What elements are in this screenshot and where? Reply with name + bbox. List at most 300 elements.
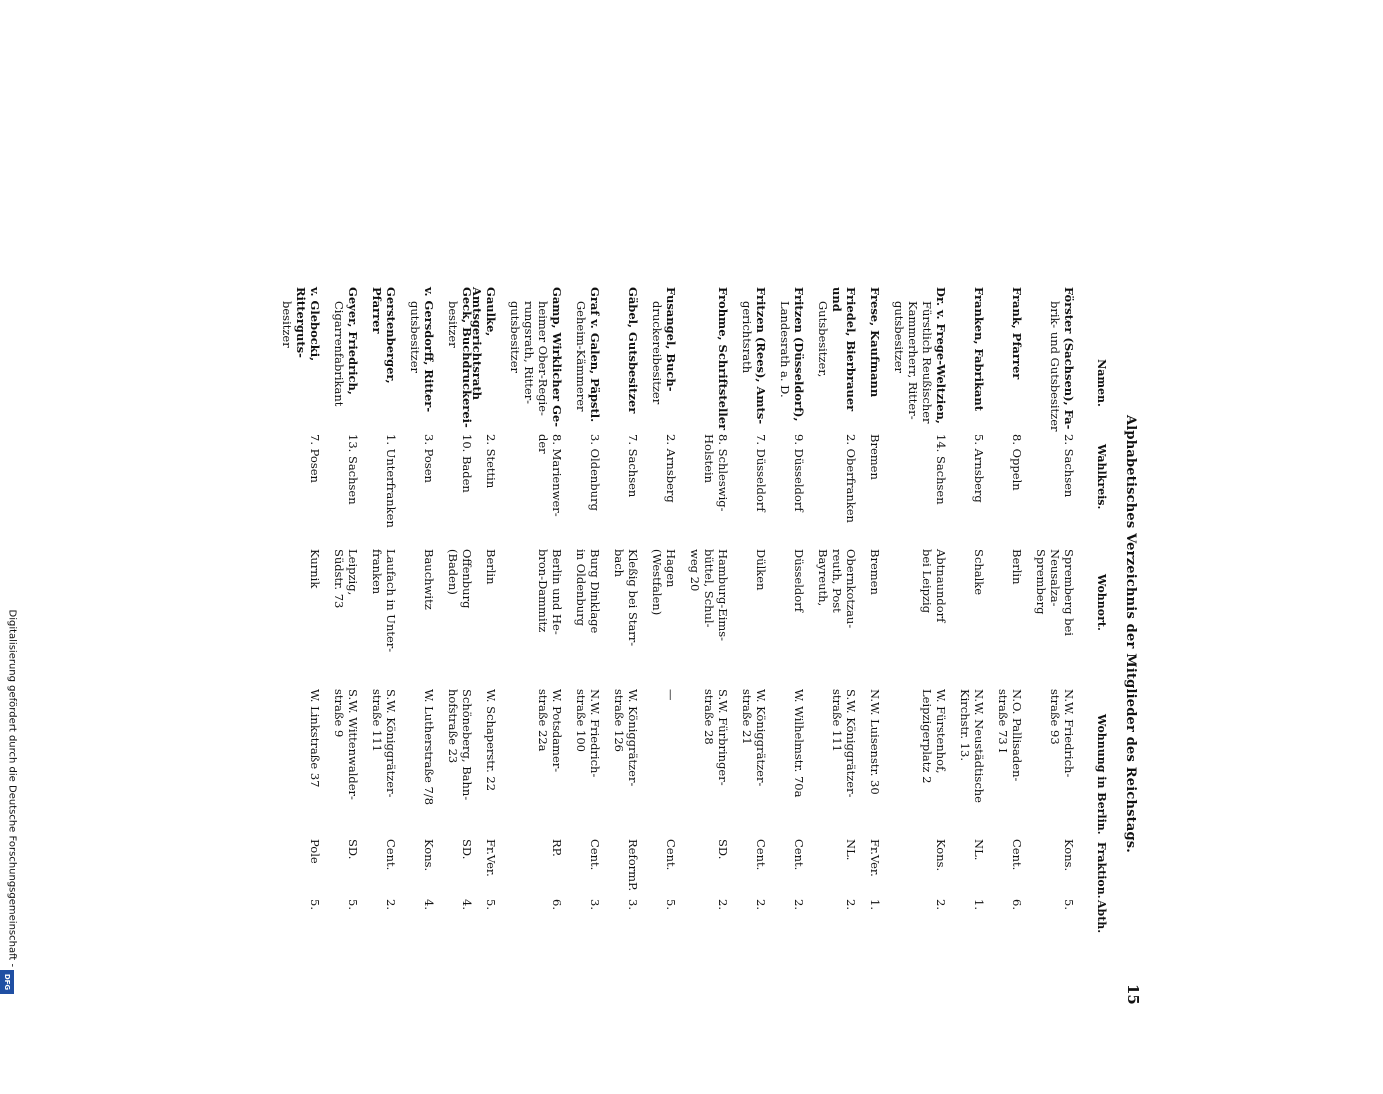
fraktion-line: NL. [972,839,986,861]
member-name-line: Gerstenberger, Pfarrer [370,287,398,384]
abteilung-line: 3. [626,899,640,910]
wahlkreis-line: 9. Düsseldorf [792,434,806,512]
member-name-cell [1010,287,1024,432]
abteilung-line: 2. [844,899,858,910]
wahlkreis-cell [844,434,858,544]
abteilung-cell [346,899,360,929]
member-name-line: Frese, Kaufmann [868,287,882,398]
table-row [958,287,986,1094]
wohnort-line: weg 20 [688,549,702,592]
member-name-line: Graf v. Galen, Päpstl. [588,287,602,423]
member-name-line: v. Glebocki, Ritterguts- [294,287,322,362]
fraktion-cell [716,839,730,899]
berlin-address-cell [664,689,678,834]
wahlkreis-line: 2. Sachsen [1062,434,1076,498]
wahlkreis-line: 2. Stettin [484,434,498,489]
berlin-address-cell [702,689,730,834]
wahlkreis-line: 8. Oppeln [1010,434,1024,491]
abteilung-cell [1062,899,1076,929]
member-name-line: besitzer [446,301,460,348]
berlin-address-line: W. Schaperstr. 22 [484,689,498,792]
fraktion-line: Kons. [1062,839,1076,872]
berlin-address-line: W. Potsdamer- [550,689,564,773]
wohnort-cell [688,549,730,684]
fraktion-line: NL. [844,839,858,861]
member-name-line: Gamp, Wirklicher Ge- [550,287,564,427]
table-row [816,287,858,1094]
member-name-line: gerichtsrath [740,301,754,374]
member-name-line: Geyer, Friedrich, [346,287,360,395]
member-name-line: Friedel, Bierbrauer und [830,287,858,412]
member-name-cell [868,287,882,432]
abteilung-cell [460,899,474,929]
wohnort-line: Dülken [754,549,768,591]
fraktion-cell [844,839,858,899]
wohnort-line: Leipzig, [346,549,360,596]
fraktion-line: Cent. [754,839,768,871]
table-row [470,287,498,1094]
wohnort-cell [792,549,806,684]
wahlkreis-line: 7. Düsseldorf [754,434,768,512]
abteilung-cell [664,899,678,929]
wahlkreis-cell [1062,434,1076,544]
fraktion-line: Fr.Ver. [868,839,882,877]
wohnort-cell [868,549,882,684]
member-name-cell [408,287,436,432]
table-row [868,287,882,1094]
dfg-logo [0,970,14,994]
wohnort-line: bei Leipzig [920,549,934,614]
abteilung-cell [934,899,948,929]
wahlkreis-line: 5. Arnsberg [972,434,986,503]
fraktion-cell [1062,839,1076,899]
abteilung-line: 5. [1062,899,1076,910]
member-name-cell [972,287,986,432]
member-name-line: Landesrath a. D. [778,301,792,398]
table-row [688,287,730,1094]
table-row [1034,287,1076,1094]
fraktion-cell [664,839,678,899]
header-name: Namen. [1095,359,1108,407]
abteilung-cell [868,899,882,929]
table-row [408,287,436,1094]
wohnort-line: Neusalza- [1048,549,1062,607]
berlin-address-cell [308,689,322,834]
member-name-line: gutsbesitzer [508,301,522,374]
table-row [650,287,678,1094]
berlin-address-cell [996,689,1024,834]
header-abt: Abth. [1095,900,1108,934]
fraktion-line: Cent. [664,839,678,871]
wahlkreis-cell [754,434,768,544]
abteilung-cell [588,899,602,929]
berlin-address-line: — [664,689,678,701]
fraktion-cell [792,839,806,899]
wohnort-line: Laufach in Unter- [384,549,398,653]
wahlkreis-cell [1010,434,1024,544]
abteilung-line: 2. [754,899,768,910]
fraktion-line: Cent. [588,839,602,871]
abteilung-line: 4. [422,899,436,910]
table-row [612,287,640,1094]
wohnort-line: bach [612,549,626,578]
wohnort-line: Obernkotzau- [844,549,858,629]
fraktion-line: ReformP. [626,839,640,892]
wahlkreis-cell [536,434,564,544]
abteilung-cell [308,899,322,929]
abteilung-line: 6. [550,899,564,910]
fraktion-cell [308,839,322,899]
berlin-address-line: W. Lutherstraße 7/8 [422,689,436,806]
wahlkreis-line: Bremen [868,434,882,480]
berlin-address-cell [574,689,602,834]
fraktion-cell [972,839,986,899]
abteilung-line: 5. [308,899,322,910]
wahlkreis-cell [934,434,948,544]
abteilung-cell [1010,899,1024,929]
member-name-line: gutsbesitzer [892,301,906,374]
wohnort-line: Berlin [1010,549,1024,585]
abteilung-line: 2. [792,899,806,910]
berlin-address-line: S.W. Königgrätzer- [384,689,398,798]
berlin-address-cell [536,689,564,834]
wohnort-cell [920,549,948,684]
member-name-cell [740,287,768,432]
wohnort-line: Berlin und He- [550,549,564,635]
table-row [892,287,948,1094]
wahlkreis-cell [308,434,322,544]
berlin-address-line: W. Königgrätzer- [754,689,768,787]
fraktion-cell [1010,839,1024,899]
table-row [370,287,398,1094]
berlin-address-line: N.O. Pallisaden- [1010,689,1024,782]
wohnort-line: Kurnik [308,549,322,589]
berlin-address-line: straße 93 [1048,689,1062,745]
wahlkreis-line: 1. Unterfranken [384,434,398,528]
member-name-line: Kammerherr, Ritter- [906,301,920,420]
wahlkreis-cell [792,434,806,544]
fraktion-line: Cent. [384,839,398,871]
berlin-address-line: straße 126 [612,689,626,752]
berlin-address-cell [830,689,858,834]
wahlkreis-cell [460,434,474,544]
berlin-address-cell [868,689,882,834]
berlin-address-line: Schöneberg, Bahn- [460,689,474,801]
member-name-cell [470,287,498,432]
member-name-line: Gaulke, Amtsgerichtsrath [470,287,498,400]
wohnort-cell [370,549,398,684]
berlin-address-line: straße 22a [536,689,550,752]
wohnort-line: Spremberg [1034,549,1048,615]
berlin-address-line: straße 111 [830,689,844,752]
wahlkreis-cell [484,434,498,544]
wahlkreis-cell [422,434,436,544]
wahlkreis-line: 8. Marienwer- [550,434,564,517]
wahlkreis-line: 10. Baden [460,434,474,493]
wohnort-cell [422,549,436,684]
member-name-cell [280,287,322,432]
rotated-page [242,287,1142,1034]
wahlkreis-line: 14. Sachsen [934,434,948,505]
wahlkreis-line: 3. Posen [422,434,436,483]
wohnort-line: Bauchwitz [422,549,436,610]
table-row [332,287,360,1094]
wohnort-line: bron-Dammitz [536,549,550,633]
wohnort-cell [754,549,768,684]
fraktion-line: Cent. [1010,839,1024,871]
berlin-address-cell [370,689,398,834]
abteilung-cell [844,899,858,929]
berlin-address-line: W. Wilhelmstr. 70a [792,689,806,798]
berlin-address-line: N.W. Friedrich- [588,689,602,778]
wohnort-line: Abtnaundorf [934,549,948,623]
wohnort-line: Schalke [972,549,986,596]
member-name-line: brik- und Gutsbesitzer [1048,301,1062,432]
member-name-line: rungsrath, Ritter- [522,301,536,405]
wohnort-line: franken [370,549,384,595]
abteilung-line: 1. [972,899,986,910]
member-name-cell [778,287,806,432]
wohnort-cell [574,549,602,684]
fraktion-cell [626,839,640,899]
berlin-address-cell [1048,689,1076,834]
wahlkreis-cell [702,434,730,544]
berlin-address-line: straße 111 [370,689,384,752]
abteilung-line: 2. [384,899,398,910]
abteilung-cell [550,899,564,929]
member-name-cell [892,287,948,432]
member-name-cell [574,287,602,432]
berlin-address-line: N.W. Neustädtische [972,689,986,803]
table-row [280,287,322,1094]
wahlkreis-line: der [536,434,550,454]
wahlkreis-line: 7. Sachsen [626,434,640,498]
berlin-address-cell [422,689,436,834]
table-row [778,287,806,1094]
berlin-address-line: N.W. Luisenstr. 30 [868,689,882,795]
wahlkreis-cell [588,434,602,544]
member-name-line: Gäbel, Gutsbesitzer [626,287,640,414]
wohnort-line: (Baden) [446,549,460,595]
berlin-address-line: straße 100 [574,689,588,752]
member-name-line: Fürstlich Reußischer [920,301,934,424]
fraktion-cell [550,839,564,899]
header-berlin: Wohnung in Berlin. [1095,714,1108,835]
member-name-cell [716,287,730,432]
wahlkreis-line: 13. Sachsen [346,434,360,505]
member-name-line: gutsbesitzer [408,301,422,374]
member-name-line: Geck, Buchdruckerei- [460,287,474,428]
wahlkreis-cell [972,434,986,544]
header-wahlkreis: Wahlkreis. [1095,444,1108,510]
abteilung-line: 1. [868,899,882,910]
wahlkreis-line: 7. Posen [308,434,322,483]
abteilung-line: 2. [934,899,948,910]
wohnort-line: Bayreuth, [816,549,830,607]
page-number: 15 [1124,984,1142,1005]
wohnort-line: (Westfalen) [650,549,664,616]
wohnort-cell [536,549,564,684]
wahlkreis-line: 8. Schleswig- [716,434,730,512]
funding-note: Digitalisierung gefördert durch die Deutsche Forschungsgemeinschaft - [6,609,18,968]
berlin-address-line: straße 73 I [996,689,1010,753]
wohnort-line: büttel, Schul- [702,549,716,628]
member-name-cell [446,287,474,432]
header-wohnort: Wohnort. [1095,574,1108,631]
abteilung-line: 3. [588,899,602,910]
member-name-line: Förster (Sachsen), Fa- [1062,287,1076,430]
wahlkreis-line: 2. Oberfranken [844,434,858,523]
wahlkreis-line: 2. Arnsberg [664,434,678,503]
member-name-line: Fusangel, Buch- [664,287,678,392]
berlin-address-line: W. Linkstraße 37 [308,689,322,788]
wahlkreis-cell [626,434,640,544]
fraktion-line: Fr.Ver. [484,839,498,877]
fraktion-cell [384,839,398,899]
member-name-line: Gutsbesitzer, [816,301,830,378]
wohnort-line: Bremen [868,549,882,595]
fraktion-line: Cent. [792,839,806,871]
abteilung-cell [626,899,640,929]
member-name-line: druckereibesitzer [650,301,664,405]
page-title: Alphabetisches Verzeichnis der Mitglieder des Reichstags. [1123,414,1138,853]
table-row [740,287,768,1094]
wohnort-cell [816,549,858,684]
wahlkreis-line: 3. Oldenburg [588,434,602,511]
wohnort-line: Spremberg bei [1062,549,1076,636]
fraktion-line: Kons. [422,839,436,872]
wahlkreis-cell [664,434,678,544]
fraktion-line: SD. [716,839,730,860]
wohnort-line: Düsseldorf [792,549,806,612]
member-table [280,287,1076,1094]
wahlkreis-cell [868,434,882,544]
wohnort-cell [1034,549,1076,684]
abteilung-cell [384,899,398,929]
berlin-address-line: straße 9 [332,689,346,738]
fraktion-cell [588,839,602,899]
berlin-address-cell [740,689,768,834]
member-name-cell [816,287,858,432]
wohnort-line: in Oldenburg [574,549,588,627]
wohnort-line: Hamburg-Eims- [716,549,730,642]
member-name-line: Fritzen (Rees), Amts- [754,287,768,425]
berlin-address-cell [958,689,986,834]
fraktion-cell [422,839,436,899]
table-row [996,287,1024,1094]
member-name-cell [370,287,398,432]
fraktion-cell [460,839,474,899]
abteilung-cell [792,899,806,929]
wohnort-cell [308,549,322,684]
abteilung-line: 5. [664,899,678,910]
header-fraktion: Fraktion. [1095,842,1108,899]
member-name-line: v. Gersdorff, Ritter- [422,287,436,413]
berlin-address-cell [920,689,948,834]
berlin-address-cell [612,689,640,834]
wohnort-line: Burg Dinklage [588,549,602,634]
fraktion-line: SD. [346,839,360,860]
member-name-line: Frohme, Schriftsteller [716,287,730,431]
member-name-line: Dr. v. Frege-Weltzien, [934,287,948,424]
wohnort-line: reuth, Post [830,549,844,613]
fraktion-cell [934,839,948,899]
berlin-address-line: S.W. Königgrätzer- [844,689,858,798]
fraktion-line: Kons. [934,839,948,872]
table-row [446,287,474,1094]
berlin-address-line: W. Fürstenhof, [934,689,948,774]
fraktion-line: Pole [308,839,322,864]
table-row [508,287,564,1094]
member-name-line: Franken, Fabrikant [972,287,986,412]
abteilung-line: 5. [484,899,498,910]
wohnort-cell [1010,549,1024,684]
column-header [1074,334,1108,1094]
fraktion-line: SD. [460,839,474,860]
wohnort-cell [650,549,678,684]
member-name-line: Fritzen (Düsseldorf), [792,287,806,422]
wohnort-cell [972,549,986,684]
berlin-address-line: straße 28 [702,689,716,745]
wohnort-line: Kleßig bei Starr- [626,549,640,647]
wahlkreis-line: Holstein [702,434,716,484]
member-name-line: besitzer [280,301,294,348]
berlin-address-line: S.W. Fürbringer- [716,689,730,786]
member-name-cell [1048,287,1076,432]
wohnort-cell [446,549,474,684]
member-name-line: Geheim-Kämmerer [574,301,588,412]
berlin-address-line: straße 21 [740,689,754,745]
wahlkreis-cell [346,434,360,544]
member-name-line: heimer Ober-Regie- [536,301,550,416]
berlin-address-line: Leipzigerplatz 2 [920,689,934,784]
abteilung-line: 4. [460,899,474,910]
abteilung-line: 5. [346,899,360,910]
fraktion-cell [484,839,498,899]
berlin-address-line: S.W. Wittenwalder- [346,689,360,800]
fraktion-line: RP. [550,839,564,857]
abteilung-line: 2. [716,899,730,910]
berlin-address-cell [484,689,498,834]
member-name-line: Frank, Pfarrer [1010,287,1024,380]
berlin-address-line: W. Königgrätzer- [626,689,640,787]
fraktion-cell [754,839,768,899]
abteilung-cell [422,899,436,929]
wohnort-line: Hagen [664,549,678,588]
fraktion-cell [346,839,360,899]
abteilung-cell [716,899,730,929]
wohnort-line: Berlin [484,549,498,585]
table-row [574,287,602,1094]
dfg-sidebar [6,606,20,996]
abteilung-cell [972,899,986,929]
member-name-cell [508,287,564,432]
wohnort-line: Südstr. 73 [332,549,346,609]
abteilung-cell [484,899,498,929]
member-name-cell [332,287,360,432]
member-name-line: Cigarrenfabrikant [332,301,346,407]
berlin-address-cell [792,689,806,834]
wohnort-cell [332,549,360,684]
berlin-address-line: Kirchstr. 13. [958,689,972,761]
member-name-cell [626,287,640,432]
berlin-address-cell [446,689,474,834]
member-name-cell [650,287,678,432]
wohnort-cell [484,549,498,684]
abteilung-line: 6. [1010,899,1024,910]
berlin-address-line: hofstraße 23 [446,689,460,764]
abteilung-cell [754,899,768,929]
